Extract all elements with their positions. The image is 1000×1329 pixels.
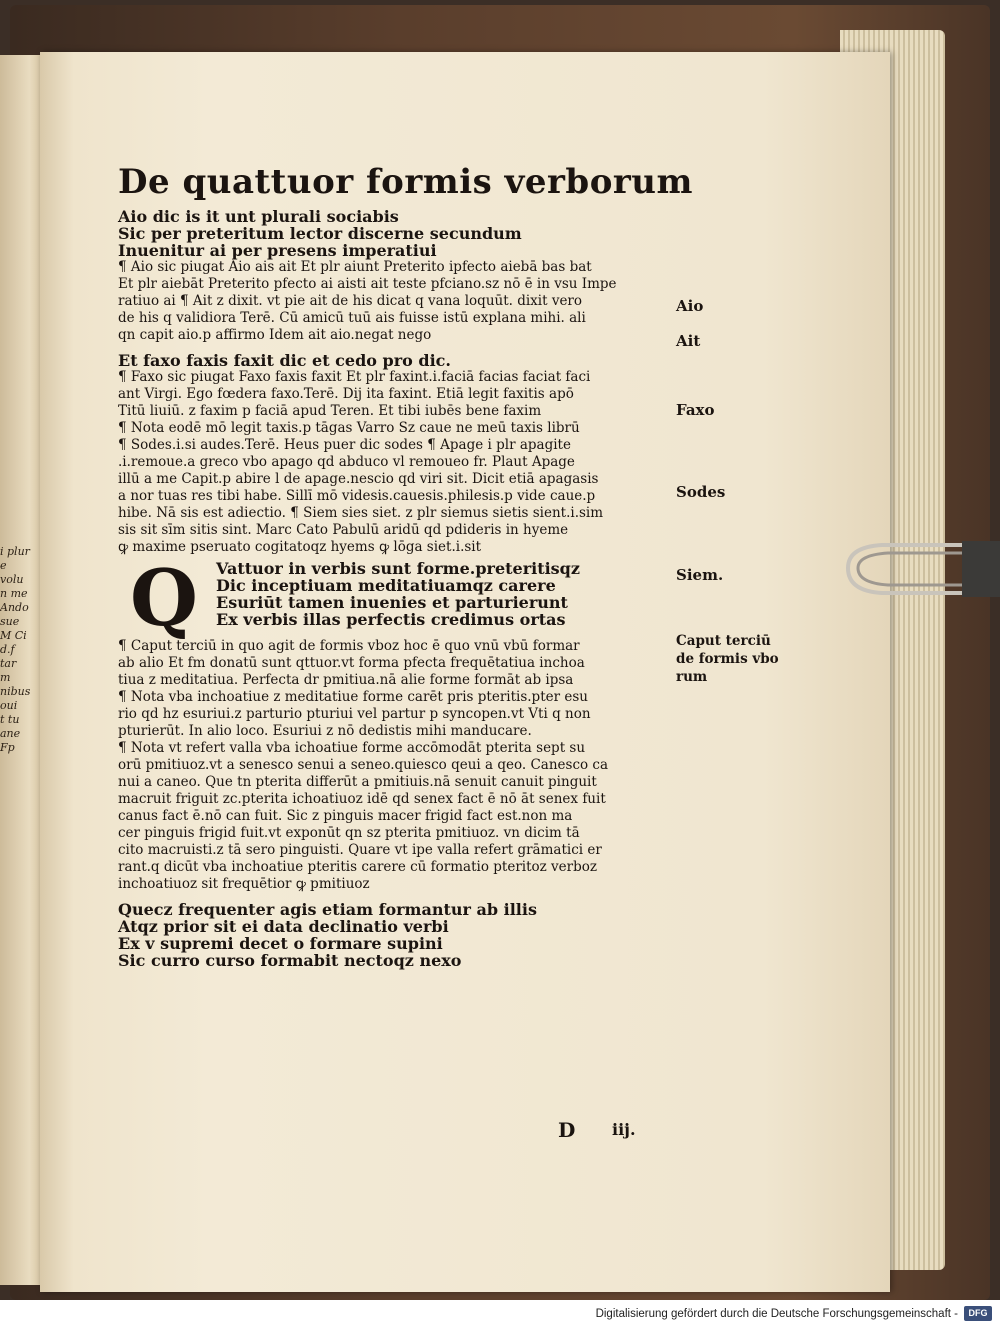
commentary-line: cer pinguis frigid fuit.vt exponūt qn sz pterita pmitiuoz. vn dicim tā: [118, 825, 580, 841]
commentary-line: ¶ Caput terciū in quo agit de formis vboz hoc ē quo vnū vbū formar: [118, 638, 580, 654]
left-fragment-line: d.f: [0, 643, 15, 656]
margin-note-aio: Aio: [676, 297, 704, 315]
verse-line: Esuriūt tamen inuenies et parturierunt: [216, 593, 568, 612]
page-heading: De quattuor formis verborum: [118, 162, 693, 202]
verse-line: Atqz prior sit ei data declinatio verbi: [118, 917, 449, 936]
margin-note-caput: [676, 632, 779, 686]
left-fragment-line: ane: [0, 727, 21, 740]
margin-note-sodes: Sodes: [676, 483, 726, 501]
commentary-line: hibe. Nā sis est adiectio. ¶ Siem sies siet. z plr siemus sietis sient.i.sim: [118, 505, 604, 521]
commentary-line: Titū liuiū. z faxim p faciā apud Teren. Et tibi iubēs bene faxim: [118, 403, 542, 419]
commentary-line: tiua z meditatiua. Perfecta dr pmitiua.nā alie forme formāt ab ipsa: [118, 672, 574, 688]
verse-block-4: [118, 901, 678, 969]
verse-line: Ex v supremi decet o formare supini: [118, 934, 443, 953]
dfg-logo: DFG: [964, 1306, 992, 1321]
commentary-line: ratiuo ai ¶ Ait z dixit. vt pie ait de his dicat q vana loquūt. dixit vero: [118, 293, 583, 309]
commentary-line: inchoatiuoz sit frequētior ꝙ pmitiuoz: [118, 876, 370, 892]
commentary-line: orū pmitiuoz.vt a senesco senui a seneo.quiesco qeui a qeo. Canesco ca: [118, 757, 609, 773]
commentary-line: .i.remoue.a greco vbo apago qd abduco vl remoueo fr. Plaut Apage: [118, 454, 575, 470]
commentary-line: de his q validiora Terē. Cū amicū tuū ais fuisse istū explana mihi. ali: [118, 310, 586, 326]
commentary-line: rio qd hz esuriui.z parturio pturiui vel partur p syncopen.vt Vti q non: [118, 706, 591, 722]
commentary-line: cito macruisti.z tā sero pinguisti. Quare vt ipe valla refert grāmatici er: [118, 842, 602, 858]
left-fragment-line: oui: [0, 699, 18, 712]
commentary-line: qn capit aio.p affirmo Idem ait aio.negat nego: [118, 327, 432, 343]
verse-line: Sic per preteritum lector discerne secundum: [118, 224, 522, 243]
signature-mark: D: [558, 1118, 576, 1142]
commentary-line: pturierūt. In alio loco. Esuriui z nō dedistis mihi manducare.: [118, 723, 532, 739]
commentary-line: ab alio Et fm donatū sunt qttuor.vt forma pfecta frequētatiua inchoa: [118, 655, 585, 671]
left-fragment-line: M Ci: [0, 629, 27, 642]
verse-line: Et faxo faxis faxit dic et cedo pro dic.: [118, 351, 451, 370]
margin-note-line: de formis vbo: [676, 651, 779, 667]
verse-block-1: [118, 208, 678, 259]
folio-number: iij.: [612, 1120, 636, 1139]
commentary-block-2: [118, 369, 678, 556]
left-fragment-line: tar m: [0, 657, 17, 684]
verse-line: Ex verbis illas perfectis credimus ortas: [216, 610, 566, 629]
left-fragment-line: nibus: [0, 685, 31, 698]
left-fragment-line: Fp: [0, 741, 15, 754]
commentary-line: a nor tuas res tibi habe. Sillī mō videsis.cauesis.philesis.p vide caue.p: [118, 488, 596, 504]
left-fragment-line: t tu: [0, 713, 20, 726]
verse-line: Vattuor in verbis sunt forme.preteritisqz: [216, 559, 580, 578]
verse-line: Inuenitur ai per presens imperatiui: [118, 241, 437, 260]
verse-line: Sic curro curso formabit nectoqz nexo: [118, 951, 462, 970]
commentary-line: ꝙ maxime pseruato cogitatoqz hyems ꝙ lōga siet.i.sit: [118, 539, 482, 555]
margin-note-faxo: Faxo: [676, 401, 715, 419]
left-page-edge: [0, 55, 42, 1285]
commentary-line: sis sit sīm sitis sint. Marc Cato Pabulū aridū qd pdideris in hyeme: [118, 522, 569, 538]
left-fragment-line: i plur: [0, 545, 30, 558]
commentary-line: ant Virgi. Ego fœdera faxo.Terē. Dij ita faxint. Etiā legit faxitis apō: [118, 386, 574, 402]
commentary-block-3: [118, 638, 678, 893]
commentary-line: ¶ Aio sic piugat Aio ais ait Et plr aiunt Preterito ipfecto aiebā bas bat: [118, 259, 592, 275]
initial-verse-block: [118, 553, 678, 644]
commentary-line: ¶ Sodes.i.si audes.Terē. Heus puer dic sodes ¶ Apage i plr apagite: [118, 437, 571, 453]
left-fragment-line: e volu: [0, 559, 24, 586]
verse-line: Quecz frequenter agis etiam formantur ab illis: [118, 900, 537, 919]
left-fragment-line: n me: [0, 587, 28, 600]
margin-note-line: rum: [676, 669, 708, 685]
commentary-line: ¶ Nota vba inchoatiue z meditatiue forme carēt pris pteritis.pter esu: [118, 689, 588, 705]
page-clip: [842, 537, 1000, 599]
verse-line: Aio dic is it unt plurali sociabis: [118, 207, 399, 226]
margin-note-line: Caput terciū: [676, 633, 771, 649]
funding-notice: Digitalisierung gefördert durch die Deutsche Forschungsgemeinschaft -: [595, 1308, 958, 1320]
commentary-line: macruit friguit zc.pterita ichoatiuoz idē qd senex fact ē nō āt senex fuit: [118, 791, 606, 807]
margin-note-ait: Ait: [676, 332, 701, 350]
margin-note-siem: Siem.: [676, 566, 724, 584]
commentary-line: Et plr aiebāt Preterito pfecto ai aisti ait teste pfciano.sz nō ē in vsu Impe: [118, 276, 617, 292]
commentary-line: illū a me Capit.p abire l de apage.nescio qd viri sit. Dicit etiā apagasis: [118, 471, 599, 487]
left-page-fragment: [0, 545, 30, 755]
verse-line: Dic inceptiuam meditatiuamqz carere: [216, 576, 556, 595]
page-text-block: [118, 160, 693, 970]
commentary-line: ¶ Nota vt refert valla vba ichoatiue forme accōmodāt pterita sept su: [118, 740, 586, 756]
commentary-line: nui a caneo. Que tn pterita differūt a pmitiuis.nā senuit canuit pinguit: [118, 774, 597, 790]
commentary-line: ¶ Faxo sic piugat Faxo faxis faxit Et plr faxint.i.faciā facias faciat faci: [118, 369, 591, 385]
decorated-initial: Q: [130, 553, 198, 644]
commentary-line: rant.q dicūt vba inchoatiue pteritis carere cū formatio pteritoz verboz: [118, 859, 597, 875]
left-fragment-line: Ando: [0, 601, 29, 614]
commentary-line: ¶ Nota eodē mō legit taxis.p tāgas Varro Sz caue ne meū taxis librū: [118, 420, 580, 436]
commentary-line: canus fact ē.nō can fuit. Sic z pinguis macer frigid fact est.non ma: [118, 808, 573, 824]
left-fragment-line: sue: [0, 615, 20, 628]
verse-block-3: [216, 560, 580, 628]
commentary-block-1: [118, 259, 678, 344]
